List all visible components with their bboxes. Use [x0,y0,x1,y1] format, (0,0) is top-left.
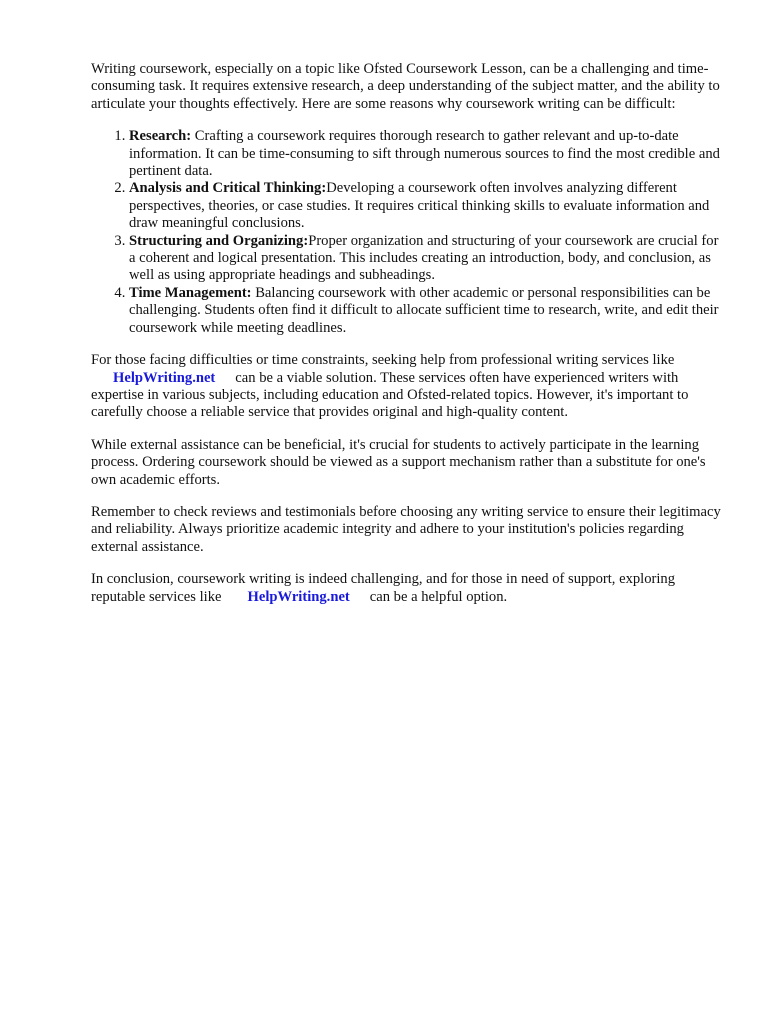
list-item-analysis [129,180,721,232]
list-item-structuring [129,233,721,285]
list-item-text: Developing a coursework often involves analyzing different perspectives, theories, or case studies. It requires critical thinking skills to evaluate information and draw meaningful conclusions. [129,180,710,232]
help-text-before: For those facing difficulties or time constraints, seeking help from professional writing services like [91,352,675,369]
helpwriting-link[interactable]: HelpWriting.net [113,369,216,386]
list-item-time-management [129,285,721,337]
helpwriting-link-conclusion[interactable]: HelpWriting.net [247,588,350,605]
intro-paragraph: Writing coursework, especially on a topic like Ofsted Coursework Lesson, can be a challenging and time-consuming task. It requires extensive research, a deep understanding of the subject matter, and the ability to articulate your thoughts effectively. Here are some reasons why coursework writing can be difficult: [91,61,720,112]
list-item-text: Crafting a coursework requires thorough research to gather relevant and up-to-date information. It can be time-consuming to sift through numerous sources to find the most credible and pertinent data. [129,128,720,180]
list-item-text: Proper organization and structuring of your coursework are crucial for a coherent and logical presentation. This includes creating an introduction, body, and conclusion, as well as using appropriate headings and subheadings. [129,232,719,284]
conclusion-text-before: In conclusion, coursework writing is indeed challenging, and for those in need of support, exploring reputable services like [91,571,676,605]
list-item-term: Structuring and Organizing: [129,232,309,249]
list-item-term: Analysis and Critical Thinking: [129,180,327,197]
help-text-after: can be a viable solution. These services often have experienced writers with expertise in various subjects, including education and Ofsted-related topics. However, it's important to carefully choose a reliable service that provides original and high-quality content. [91,369,689,421]
list-item-term: Time Management: [129,284,252,301]
list-item-term: Research: [129,128,192,145]
participate-paragraph: While external assistance can be beneficial, it's crucial for students to actively participate in the learning process. Ordering coursework should be viewed as a support mechanism rather than a substitute for one's own academic efforts. [91,436,706,488]
document-body [91,61,721,621]
reviews-paragraph: Remember to check reviews and testimonials before choosing any writing service to ensure their legitimacy and reliability. Always prioritize academic integrity and adhere to your institution's policies regarding external assistance. [91,503,721,555]
conclusion-text-after: can be a helpful option. [369,588,508,605]
conclusion-paragraph [91,571,721,606]
list-item-research [129,128,721,180]
list-item-text: Balancing coursework with other academic or personal responsibilities can be challenging. Students often find it difficult to allocate sufficient time to research, write, and edit their coursework while meeting deadlines. [129,284,719,336]
help-paragraph [91,352,721,422]
reasons-list [91,128,721,337]
